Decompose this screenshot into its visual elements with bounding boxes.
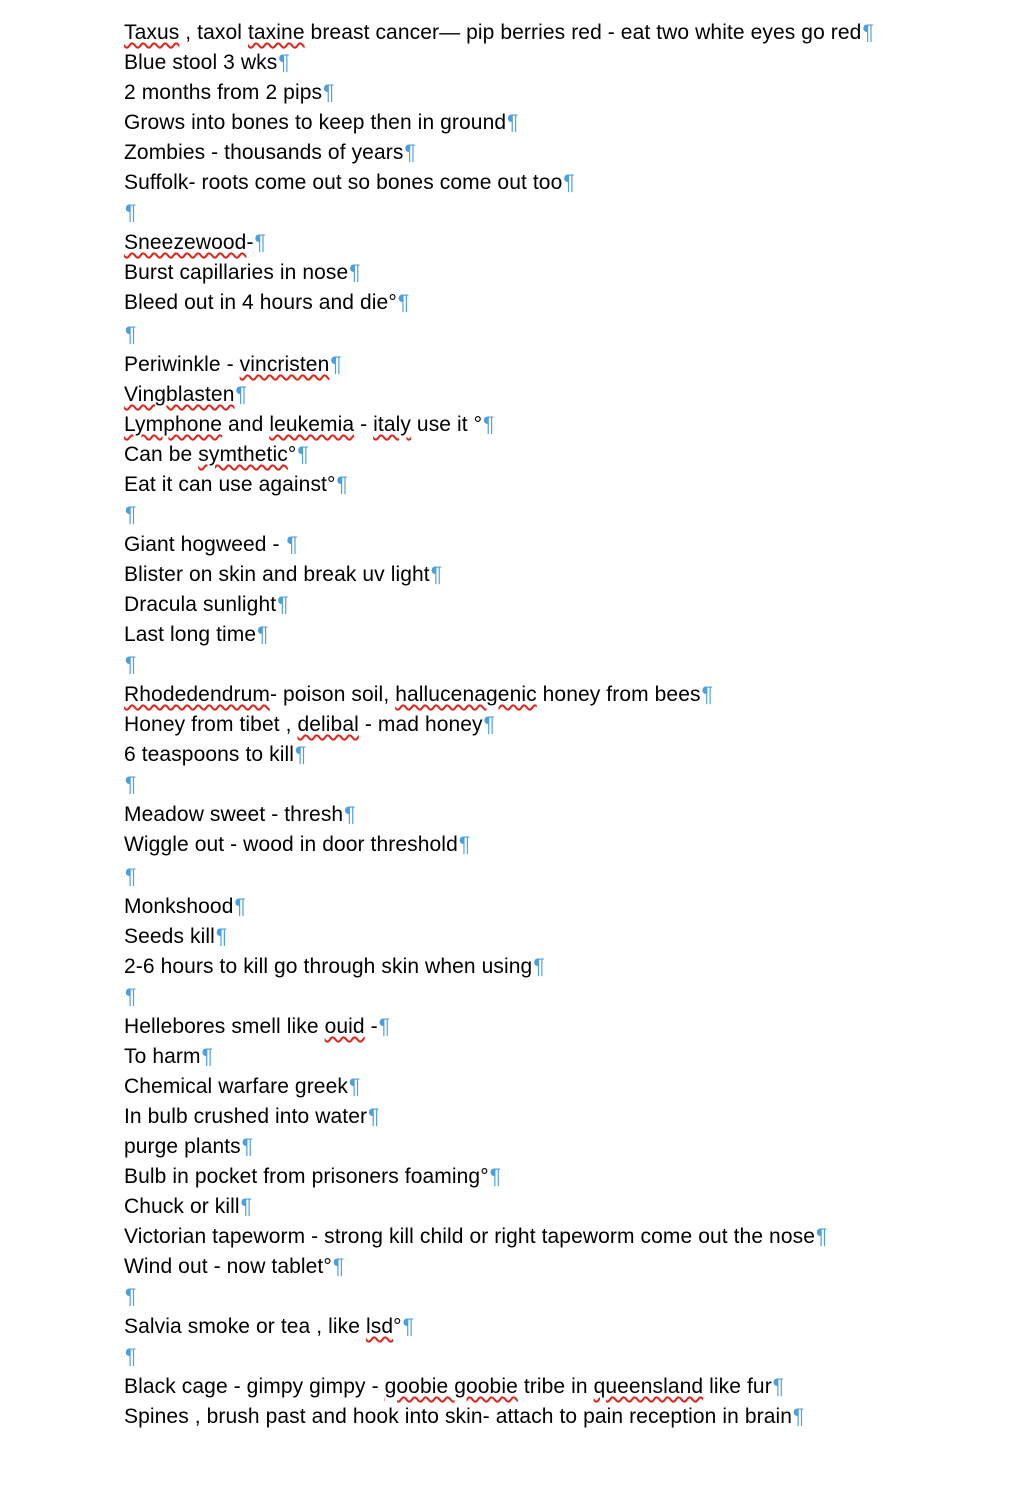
- paragraph[interactable]: [124, 1132, 1004, 1162]
- text-run: like fur: [703, 1375, 772, 1398]
- pilcrow-mark: ¶: [125, 1285, 137, 1308]
- pilcrow-mark: ¶: [215, 925, 228, 948]
- pilcrow-mark: ¶: [348, 1075, 361, 1098]
- paragraph[interactable]: [124, 1312, 1004, 1342]
- paragraph[interactable]: [124, 710, 1004, 740]
- text-run: Burst capillaries in nose: [124, 261, 349, 284]
- misspelled-word[interactable]: Vingblasten: [124, 383, 235, 406]
- misspelled-word[interactable]: Rhodedendrum: [124, 683, 270, 706]
- misspelled-word[interactable]: lsd: [365, 1315, 394, 1338]
- text-run: purge plants: [124, 1135, 241, 1158]
- pilcrow-mark: ¶: [257, 623, 269, 646]
- paragraph[interactable]: [124, 18, 1004, 48]
- text-run: 2 months from 2 pips: [124, 81, 323, 104]
- pilcrow-mark: ¶: [430, 563, 443, 586]
- text-run: Seeds kill: [124, 925, 215, 948]
- pilcrow-mark: ¶: [254, 231, 266, 254]
- paragraph[interactable]: [124, 410, 1004, 440]
- empty-paragraph[interactable]: [124, 1282, 1004, 1312]
- paragraph[interactable]: [124, 620, 1004, 650]
- text-run: Blister on skin and break uv light: [124, 563, 430, 586]
- pilcrow-mark: ¶: [397, 291, 410, 314]
- paragraph[interactable]: [124, 952, 1004, 982]
- paragraph[interactable]: [124, 1222, 1004, 1252]
- paragraph[interactable]: [124, 1012, 1004, 1042]
- pilcrow-mark: ¶: [125, 773, 137, 796]
- pilcrow-mark: ¶: [507, 111, 519, 134]
- pilcrow-mark: ¶: [483, 413, 495, 436]
- empty-paragraph[interactable]: [124, 500, 1004, 530]
- pilcrow-mark: ¶: [332, 1255, 345, 1278]
- text-run: Hellebores smell like: [124, 1015, 325, 1038]
- paragraph[interactable]: [124, 168, 1004, 198]
- paragraph[interactable]: [124, 228, 1004, 258]
- pilcrow-mark: ¶: [701, 683, 713, 706]
- paragraph[interactable]: [124, 1252, 1004, 1282]
- pilcrow-mark: ¶: [330, 353, 342, 376]
- text-run: Bleed out in 4 hours and die°: [124, 291, 397, 314]
- paragraph[interactable]: [124, 830, 1004, 862]
- misspelled-word[interactable]: ouid: [324, 1015, 365, 1038]
- text-run: °: [393, 1315, 402, 1338]
- text-run: Black cage - gimpy gimpy -: [124, 1375, 385, 1398]
- text-run: Wind out - now tablet°: [124, 1255, 332, 1278]
- misspelled-word[interactable]: delibal: [297, 713, 359, 736]
- misspelled-word[interactable]: goobie goobie: [384, 1375, 518, 1398]
- text-run: -: [354, 413, 374, 436]
- pilcrow-mark: ¶: [489, 1165, 502, 1188]
- pilcrow-mark: ¶: [563, 171, 575, 194]
- text-run: 6 teaspoons to kill: [124, 743, 295, 766]
- text-run: - mad honey: [358, 713, 483, 736]
- empty-paragraph[interactable]: [124, 982, 1004, 1012]
- text-run: Honey from tibet ,: [124, 713, 298, 736]
- text-run: - poison soil,: [269, 683, 396, 706]
- pilcrow-mark: ¶: [235, 383, 247, 406]
- text-run: Victorian tapeworm - strong kill child or right tapeworm come out the nose: [124, 1225, 815, 1248]
- text-run: Giant hogweed -: [124, 533, 286, 556]
- paragraph[interactable]: [124, 560, 1004, 590]
- paragraph[interactable]: [124, 1072, 1004, 1102]
- pilcrow-mark: ¶: [125, 865, 137, 888]
- pilcrow-mark: ¶: [125, 653, 137, 676]
- pilcrow-mark: ¶: [297, 443, 309, 466]
- pilcrow-mark: ¶: [125, 1345, 137, 1368]
- pilcrow-mark: ¶: [349, 261, 361, 284]
- misspelled-word[interactable]: Taxus: [124, 21, 180, 44]
- text-run: Monkshood: [124, 895, 234, 918]
- misspelled-word[interactable]: italy: [373, 413, 411, 436]
- paragraph[interactable]: [124, 470, 1004, 500]
- pilcrow-mark: ¶: [277, 593, 289, 616]
- pilcrow-mark: ¶: [125, 323, 137, 346]
- paragraph[interactable]: [124, 380, 1004, 410]
- pilcrow-mark: ¶: [336, 473, 348, 496]
- paragraph[interactable]: [124, 680, 1004, 710]
- text-run: breast cancer— pip berries red - eat two white eyes go red: [304, 21, 862, 44]
- text-run: -: [364, 1015, 378, 1038]
- text-run: Grows into bones to keep then in ground: [124, 111, 507, 134]
- paragraph[interactable]: [124, 922, 1004, 952]
- misspelled-word[interactable]: Sneezewood: [124, 231, 247, 254]
- pilcrow-mark: ¶: [241, 1135, 254, 1158]
- misspelled-word[interactable]: vincristen: [239, 353, 330, 376]
- text-run: Chuck or kill: [124, 1195, 240, 1218]
- text-run: To harm: [124, 1045, 201, 1068]
- empty-paragraph[interactable]: [124, 198, 1004, 228]
- pilcrow-mark: ¶: [533, 955, 545, 978]
- pilcrow-mark: ¶: [483, 713, 496, 736]
- paragraph[interactable]: [124, 1372, 1004, 1402]
- pilcrow-mark: ¶: [816, 1225, 828, 1248]
- empty-paragraph[interactable]: [124, 1342, 1004, 1372]
- text-run: Bulb in pocket from prisoners foaming°: [124, 1165, 489, 1188]
- paragraph[interactable]: [124, 138, 1004, 168]
- paragraph[interactable]: [124, 258, 1004, 288]
- pilcrow-mark: ¶: [234, 895, 246, 918]
- empty-paragraph[interactable]: [124, 650, 1004, 680]
- pilcrow-mark: ¶: [323, 81, 335, 104]
- text-run: use it °: [410, 413, 483, 436]
- text-run: Periwinkle -: [124, 353, 240, 376]
- pilcrow-mark: ¶: [458, 833, 471, 856]
- pilcrow-mark: ¶: [125, 201, 137, 224]
- paragraph[interactable]: [124, 1162, 1004, 1192]
- text-run: 2-6 hours to kill go through skin when using: [124, 955, 533, 978]
- paragraph[interactable]: [124, 530, 1004, 560]
- paragraph[interactable]: [124, 590, 1004, 620]
- text-run: , taxol: [179, 21, 248, 44]
- misspelled-word[interactable]: hallucenagenic: [395, 683, 537, 706]
- paragraph[interactable]: [124, 1402, 1004, 1432]
- paragraph[interactable]: [124, 78, 1004, 108]
- text-run: -: [246, 231, 254, 254]
- text-run: In bulb crushed into water: [124, 1105, 368, 1128]
- paragraph[interactable]: [124, 1102, 1004, 1132]
- paragraph[interactable]: [124, 48, 1004, 78]
- paragraph[interactable]: [124, 108, 1004, 138]
- text-run: Zombies - thousands of years: [124, 141, 404, 164]
- paragraph[interactable]: [124, 288, 1004, 320]
- pilcrow-mark: ¶: [404, 141, 416, 164]
- text-run: °: [287, 443, 297, 466]
- pilcrow-mark: ¶: [793, 1405, 805, 1428]
- pilcrow-mark: ¶: [772, 1375, 785, 1398]
- pilcrow-mark: ¶: [201, 1045, 213, 1068]
- text-run: Salvia smoke or tea , like: [124, 1315, 366, 1338]
- pilcrow-mark: ¶: [295, 743, 307, 766]
- pilcrow-mark: ¶: [125, 503, 137, 526]
- document-body[interactable]: [124, 18, 1004, 1432]
- empty-paragraph[interactable]: [124, 320, 1004, 350]
- text-run: Blue stool 3 wks: [124, 51, 278, 74]
- empty-paragraph[interactable]: [124, 862, 1004, 892]
- text-run: Spines , brush past and hook into skin- attach to pain reception in brain: [124, 1405, 793, 1428]
- text-run: honey from bees: [536, 683, 701, 706]
- paragraph[interactable]: [124, 800, 1004, 830]
- pilcrow-mark: ¶: [862, 21, 874, 44]
- pilcrow-mark: ¶: [278, 51, 290, 74]
- text-run: Chemical warfare greek: [124, 1075, 348, 1098]
- empty-paragraph[interactable]: [124, 770, 1004, 800]
- text-run: Dracula sunlight: [124, 593, 277, 616]
- pilcrow-mark: ¶: [240, 1195, 253, 1218]
- misspelled-word[interactable]: leukemia: [269, 413, 355, 436]
- text-run: Can be: [124, 443, 199, 466]
- paragraph[interactable]: [124, 350, 1004, 380]
- text-run: Last long time: [124, 623, 257, 646]
- pilcrow-mark: ¶: [378, 1015, 391, 1038]
- text-run: and: [222, 413, 270, 436]
- misspelled-word[interactable]: Lymphone: [124, 413, 223, 436]
- paragraph[interactable]: [124, 892, 1004, 922]
- pilcrow-mark: ¶: [368, 1105, 380, 1128]
- text-run: Meadow sweet - thresh: [124, 803, 344, 826]
- pilcrow-mark: ¶: [402, 1315, 415, 1338]
- paragraph[interactable]: [124, 740, 1004, 770]
- misspelled-word[interactable]: taxine: [247, 21, 305, 44]
- pilcrow-mark: ¶: [286, 533, 298, 556]
- misspelled-word[interactable]: queensland: [593, 1375, 704, 1398]
- text-run: Suffolk- roots come out so bones come out too: [124, 171, 563, 194]
- pilcrow-mark: ¶: [125, 985, 137, 1008]
- pilcrow-mark: ¶: [344, 803, 356, 826]
- text-run: Eat it can use against°: [124, 473, 336, 496]
- paragraph[interactable]: [124, 440, 1004, 470]
- paragraph[interactable]: [124, 1042, 1004, 1072]
- misspelled-word[interactable]: symthetic: [198, 443, 288, 466]
- paragraph[interactable]: [124, 1192, 1004, 1222]
- text-run: Wiggle out - wood in door threshold: [124, 833, 458, 856]
- text-run: tribe in: [517, 1375, 594, 1398]
